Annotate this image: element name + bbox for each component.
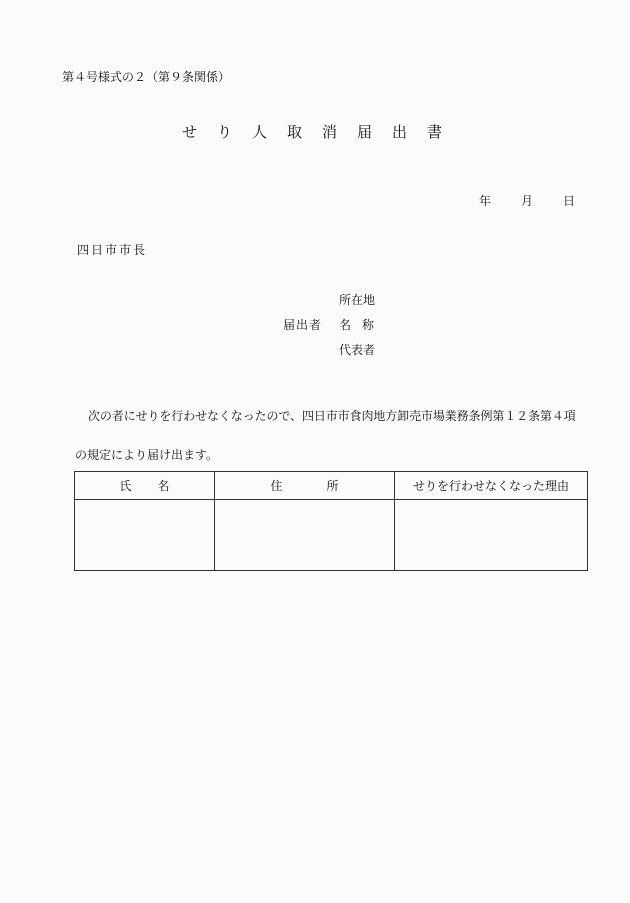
header-address: 住所 [215,472,395,500]
cell-address [215,500,395,571]
notifier-representative-label: 代表者 [339,343,376,357]
cell-name [75,500,215,571]
header-name: 氏名 [75,472,215,500]
header-reason: せりを行わせなくなった理由 [395,472,588,500]
table-row [75,500,588,571]
notifier-role-label: 届出者 [283,318,323,332]
body-text-line-2: の規定により届け出ます。 [75,448,219,462]
table-header-row [75,472,588,500]
notifier-name-label: 名称 [339,318,386,332]
date-year-label: 年 [479,194,492,208]
date-month-label: 月 [521,194,534,208]
record-table [74,471,588,571]
form-number: 第４号様式の２（第９条関係） [62,70,231,84]
date-day-label: 日 [563,194,576,208]
document-title: せり人取消届出書 [182,123,463,141]
cell-reason [395,500,588,571]
addressee: 四日市市長 [77,243,148,257]
body-text-line-1: 次の者にせりを行わせなくなったので、四日市市食肉地方卸売市場業務条例第１２条第４項 [88,409,576,423]
notifier-location-label: 所在地 [339,293,376,307]
